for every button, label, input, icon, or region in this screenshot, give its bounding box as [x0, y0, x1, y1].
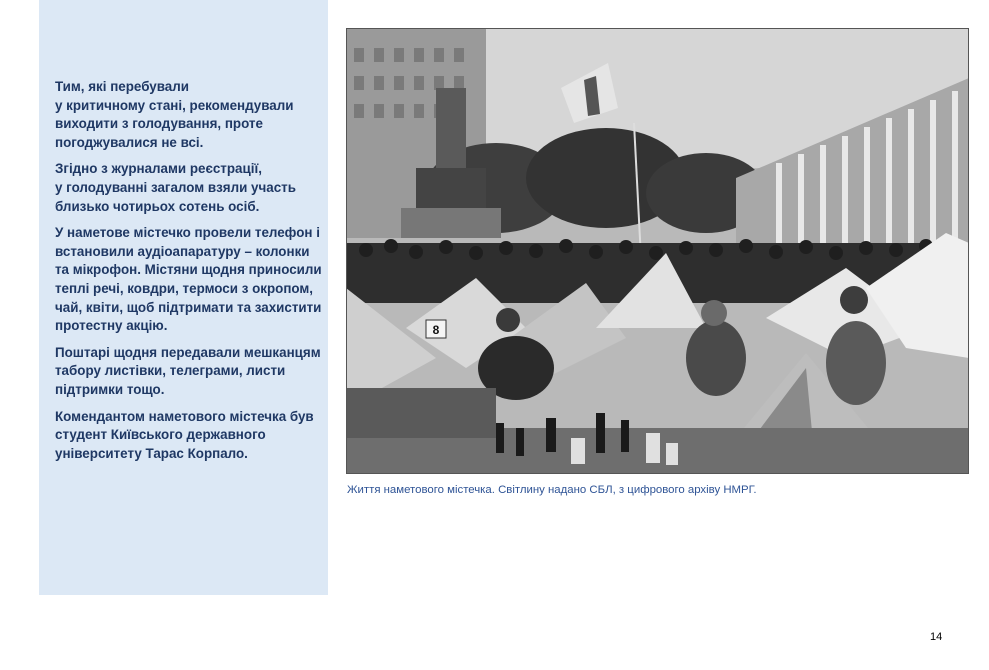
sidebar-paragraph-2: Згідно з журналами реєстрації, у голодуванні загалом взяли участь близько чотирьох сотень осіб. — [55, 161, 296, 214]
sidebar-paragraph-1: Тим, які перебували у критичному стані, рекомендували виходити з голодування, проте погоджувалися не всі. — [55, 79, 294, 150]
photo-illustration — [346, 28, 969, 474]
photo-caption: Життя наметового містечка. Світлину надано СБЛ, з цифрового архіву НМРГ. — [347, 484, 757, 496]
tent-number-label: 8 — [432, 323, 440, 337]
sidebar-paragraph-5: Комендантом наметового містечка був студент Київського державного університету Тарас Корпало. — [55, 408, 314, 461]
sidebar-paragraph-3: У наметове містечко провели телефон і встановили аудіоапаратуру – колонки та мікрофон. Містяни щодня приносили теплі речі, ковдри, термоси з окропом, чай, квіти, щоб підтримати та захистити протестну акцію. — [55, 225, 322, 334]
sidebar-paragraph-4: Поштарі щодня передавали мешканцям табору листівки, телеграми, листи підтримки тощо. — [55, 344, 321, 397]
tent-camp-photo — [346, 28, 969, 474]
page-number: 14 — [930, 631, 943, 643]
sidebar-text — [55, 78, 323, 471]
sidebar-panel — [39, 0, 328, 595]
